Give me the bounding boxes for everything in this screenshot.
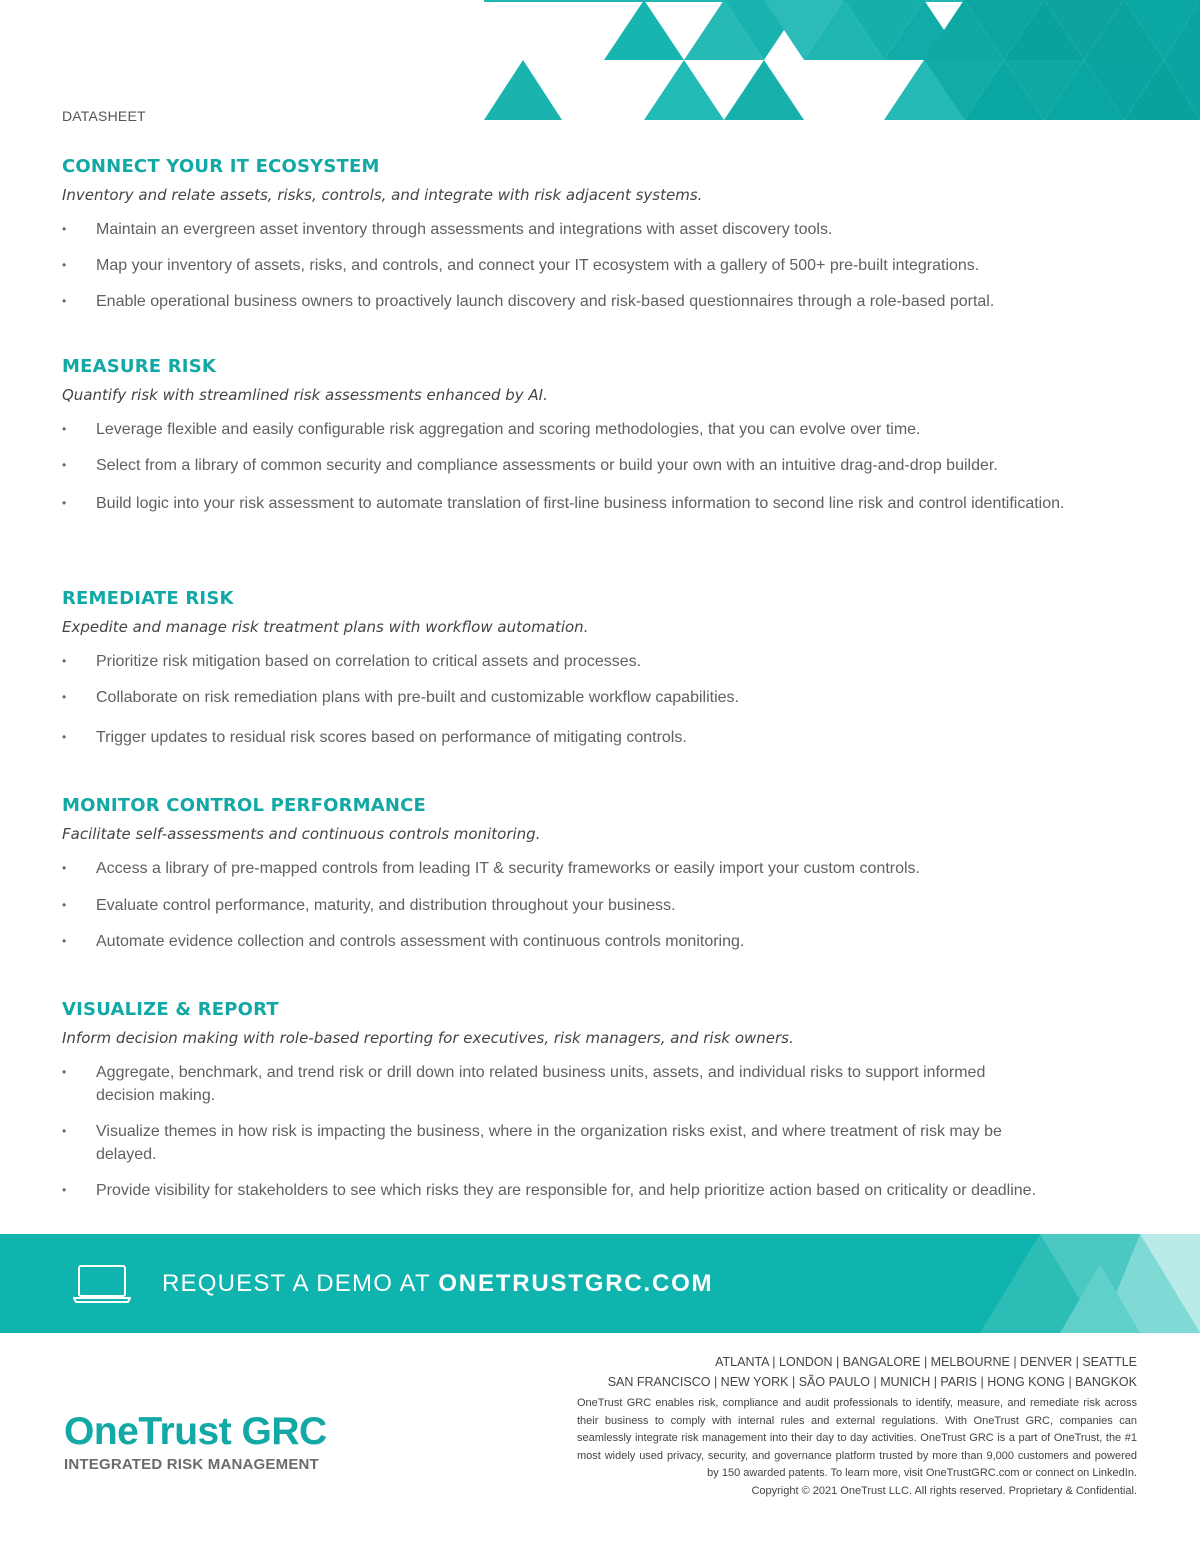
office-cities-line-2: SAN FRANCISCO | NEW YORK | SÃO PAULO | MUNICH | PARIS | HONG KONG | BANGKOK: [607, 1375, 1137, 1389]
bullet-text: Aggregate, benchmark, and trend risk or drill down into related business units, assets, and individual risks to support informed decision making.: [96, 1064, 986, 1104]
section-subtitle: Inventory and relate assets, risks, controls, and integrate with risk adjacent systems.: [62, 186, 703, 204]
list-item: [62, 218, 1162, 241]
list-item: [62, 418, 1162, 441]
list-item: [62, 650, 1162, 673]
list-item: [62, 894, 1162, 917]
bullet-icon: •: [62, 258, 67, 272]
section-title: MONITOR CONTROL PERFORMANCE: [62, 795, 427, 816]
footer-info: [577, 1352, 1137, 1500]
bullet-icon: •: [62, 861, 67, 875]
bullet-icon: •: [62, 496, 67, 510]
office-cities-line-1: ATLANTA | LONDON | BANGALORE | MELBOURNE | DENVER | SEATTLE: [715, 1355, 1137, 1369]
list-item: [62, 254, 1162, 277]
section-subtitle: Inform decision making with role-based reporting for executives, risk managers, and risk owners.: [62, 1029, 794, 1047]
cta-url[interactable]: ONETRUSTGRC.COM: [438, 1270, 714, 1297]
section-monitor-control-performance: [62, 795, 1162, 953]
bullet-icon: •: [62, 458, 67, 472]
laptop-icon: [73, 1264, 131, 1304]
bullet-icon: •: [62, 730, 67, 744]
section-title: MEASURE RISK: [62, 356, 217, 377]
list-item: [62, 290, 1162, 313]
bullet-icon: •: [62, 934, 67, 948]
copyright: Copyright © 2021 OneTrust LLC. All rights reserved. Proprietary & Confidential.: [751, 1484, 1137, 1497]
bullet-icon: •: [62, 654, 67, 668]
logo-name: OneTrust GRC: [64, 1410, 327, 1453]
list-item: [62, 857, 1162, 880]
list-item: [62, 1061, 1162, 1107]
section-remediate-risk: [62, 588, 1162, 749]
bullet-text: Map your inventory of assets, risks, and controls, and connect your IT ecosystem with a gallery of 500+ pre-built integrations.: [96, 257, 980, 274]
list-item: [62, 1120, 1162, 1166]
datasheet-label: DATASHEET: [62, 108, 146, 124]
bullet-text: Prioritize risk mitigation based on correlation to critical assets and processes.: [96, 653, 642, 670]
bullet-text: Enable operational business owners to proactively launch discovery and risk-based questionnaires through a role-based portal.: [96, 293, 995, 310]
bullet-icon: •: [62, 690, 67, 704]
section-subtitle: Facilitate self-assessments and continuous controls monitoring.: [62, 825, 541, 843]
list-item: [62, 686, 1162, 709]
bullet-text: Evaluate control performance, maturity, and distribution throughout your business.: [96, 897, 676, 914]
bullet-list: [62, 218, 1162, 313]
bullet-icon: •: [62, 898, 67, 912]
section-measure-risk: [62, 356, 1162, 517]
triangle-pattern-header: [484, 0, 1200, 120]
list-item: [62, 930, 1162, 953]
section-title: REMEDIATE RISK: [62, 588, 234, 609]
list-item: [62, 1179, 1162, 1202]
list-item: [62, 726, 1162, 749]
bullet-text: Trigger updates to residual risk scores based on performance of mitigating controls.: [96, 729, 687, 746]
section-subtitle: Expedite and manage risk treatment plans with workflow automation.: [62, 618, 589, 636]
section-connect-it-ecosystem: [62, 156, 1162, 313]
bullet-text: Access a library of pre-mapped controls from leading IT & security frameworks or easily import your custom controls.: [96, 860, 920, 877]
bullet-icon: •: [62, 294, 67, 308]
onetrust-grc-logo: [64, 1410, 327, 1473]
section-title: CONNECT YOUR IT ECOSYSTEM: [62, 156, 380, 177]
bullet-list: [62, 418, 1162, 517]
bullet-text: Collaborate on risk remediation plans with pre-built and customizable workflow capabilities.: [96, 689, 739, 706]
list-item: [62, 454, 1162, 477]
list-item: [62, 490, 1162, 517]
bullet-text: Build logic into your risk assessment to automate translation of first-line business information to second line risk and control identification.: [96, 495, 1065, 512]
bullet-text: Visualize themes in how risk is impacting the business, where in the organization risks exist, and where treatment of risk may be delayed.: [96, 1123, 1002, 1163]
section-subtitle: Quantify risk with streamlined risk assessments enhanced by AI.: [62, 386, 548, 404]
request-demo-banner[interactable]: [0, 1234, 1200, 1333]
bullet-text: Leverage flexible and easily configurable risk aggregation and scoring methodologies, that you can evolve over time.: [96, 421, 921, 438]
bullet-icon: •: [62, 1183, 67, 1197]
company-blurb: OneTrust GRC enables risk, compliance and audit professionals to identify, measure, and remediate risk across their business to comply with internal rules and external regulations. With OneTrust GRC, companies can seamlessly integrate risk management into their day to day activities. OneTrust GRC is a part of OneTrust, the #1 most widely used privacy, security, and governance platform trusted by more than 9,000 customers and powered by 150 awarded patents. To learn more, visit OneTrustGRC.com or connect on LinkedIn.: [577, 1397, 1137, 1479]
bullet-icon: •: [62, 222, 67, 236]
request-demo-link[interactable]: [162, 1270, 713, 1298]
bullet-icon: •: [62, 1124, 67, 1138]
section-visualize-report: [62, 999, 1162, 1202]
bullet-text: Provide visibility for stakeholders to see which risks they are responsible for, and help prioritize action based on criticality or deadline.: [96, 1182, 1037, 1199]
triangle-pattern-banner: [940, 1234, 1200, 1333]
bullet-text: Maintain an evergreen asset inventory through assessments and integrations with asset discovery tools.: [96, 221, 833, 238]
bullet-icon: •: [62, 422, 67, 436]
bullet-list: [62, 650, 1162, 749]
bullet-icon: •: [62, 1065, 67, 1079]
bullet-list: [62, 857, 1162, 953]
section-title: VISUALIZE & REPORT: [62, 999, 279, 1020]
bullet-text: Select from a library of common security and compliance assessments or build your own with an intuitive drag-and-drop builder.: [96, 457, 998, 474]
logo-tagline: INTEGRATED RISK MANAGEMENT: [64, 1456, 319, 1473]
bullet-list: [62, 1061, 1162, 1202]
bullet-text: Automate evidence collection and controls assessment with continuous controls monitoring.: [96, 933, 745, 950]
cta-prefix: REQUEST A DEMO AT: [162, 1270, 439, 1297]
